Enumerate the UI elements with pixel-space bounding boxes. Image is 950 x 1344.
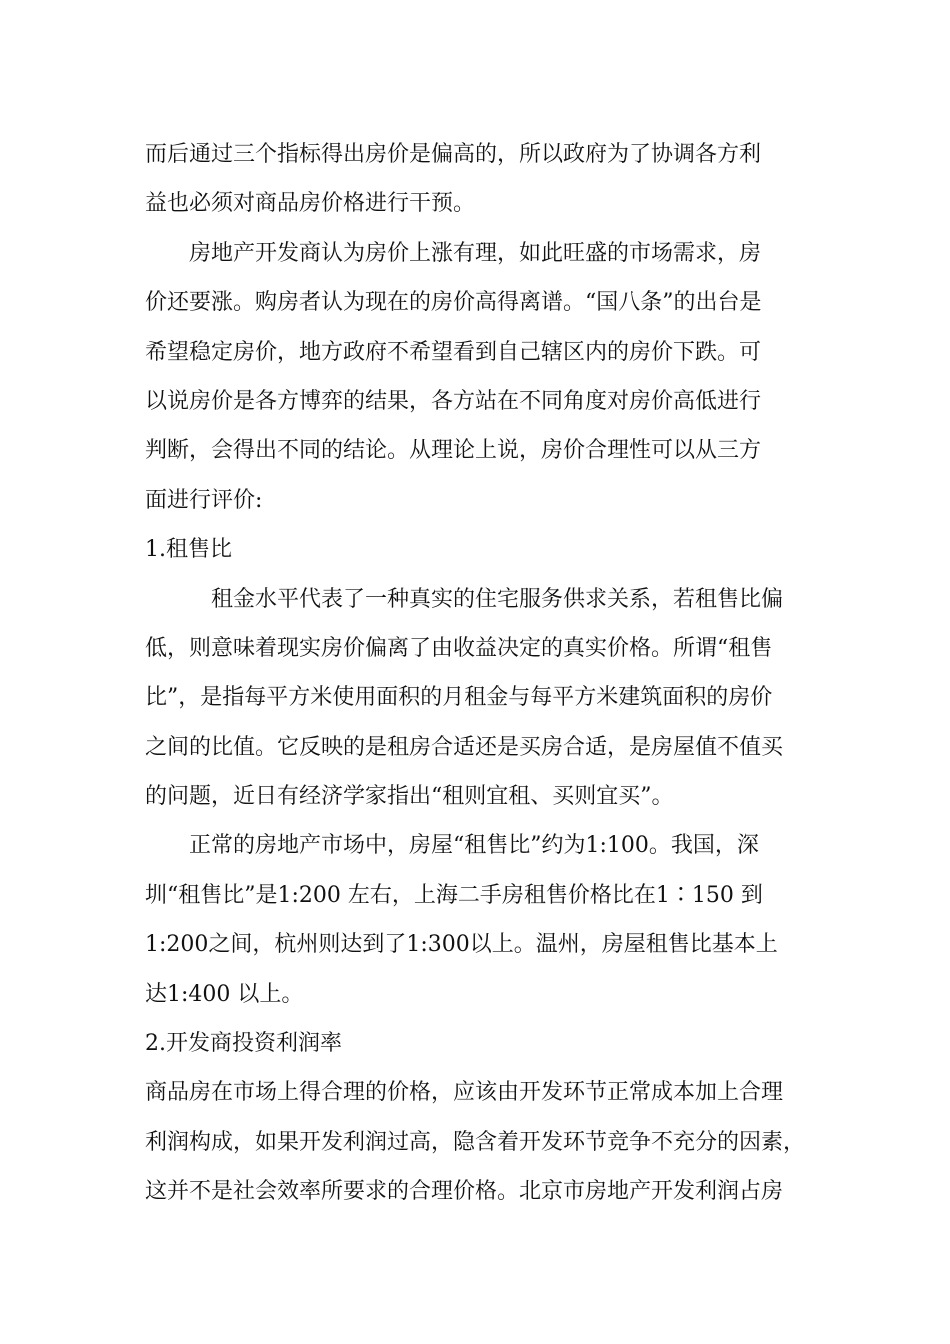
paragraph-line: 面进行评价:: [145, 487, 263, 513]
paragraph-line: 商品房在市场上得合理的价格，应该由开发环节正常成本加上合理: [145, 1080, 784, 1106]
section-heading: 2.开发商投资利润率: [145, 1031, 342, 1057]
paragraph-line: 益也必须对商品房价格进行干预。: [145, 191, 476, 217]
document-body: [145, 130, 805, 1217]
paragraph-line: 正常的房地产市场中，房屋“租售比”约为1:100。我国，深: [189, 833, 759, 859]
paragraph-line: 以说房价是各方博弈的结果，各方站在不同角度对房价高低进行: [145, 388, 762, 414]
paragraph-line: 房地产开发商认为房价上涨有理，如此旺盛的市场需求，房: [189, 240, 762, 266]
paragraph-line: 而后通过三个指标得出房价是偏高的，所以政府为了协调各方利: [145, 142, 762, 167]
paragraph-line: 判断，会得出不同的结论。从理论上说，房价合理性可以从三方: [145, 438, 762, 464]
paragraph-line: 之间的比值。它反映的是租房合适还是买房合适，是房屋值不值买: [145, 734, 784, 760]
paragraph-line: 的问题，近日有经济学家指出“租则宜租、买则宜买”。: [145, 784, 674, 810]
paragraph-line: 比”，是指每平方米使用面积的月租金与每平方米建筑面积的房价: [145, 685, 773, 711]
paragraph-line: 达1:400 以上。: [145, 981, 304, 1007]
paragraph-line: 这并不是社会效率所要求的合理价格。北京市房地产开发利润占房: [145, 1179, 784, 1205]
paragraph-line: 利润构成，如果开发利润过高，隐含着开发环节竞争不充分的因素，: [145, 1129, 806, 1155]
section-heading: 1.租售比: [145, 537, 232, 563]
paragraph-line: 低，则意味着现实房价偏离了由收益决定的真实价格。所谓“租售: [145, 635, 773, 661]
paragraph-line: 圳“租售比”是1:200 左右，上海二手房租售价格比在1∶150 到: [145, 882, 763, 908]
paragraph-line: 租金水平代表了一种真实的住宅服务供求关系，若租售比偏: [211, 586, 784, 612]
paragraph-line: 价还要涨。购房者认为现在的房价高得离谱。“国八条”的出台是: [145, 290, 762, 316]
paragraph-line: 1:200之间，杭州则达到了1:300以上。温州，房屋租售比基本上: [145, 932, 778, 958]
paragraph-line: 希望稳定房价，地方政府不希望看到自己辖区内的房价下跌。可: [145, 339, 762, 365]
